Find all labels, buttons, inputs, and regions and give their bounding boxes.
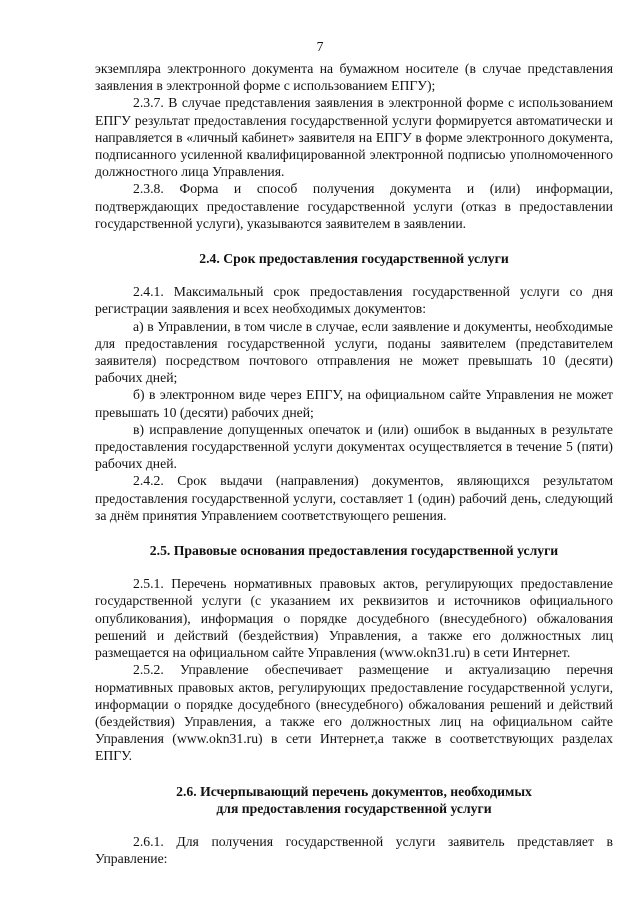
paragraph: 2.6.1. Для получения государственной услуги заявитель представляет в Управление: <box>95 833 613 867</box>
paragraph: 2.5.1. Перечень нормативных правовых актов, регулирующих предоставление государственной услуги (с указанием их реквизитов и источников официального опубликования), информация о порядке досудебного (внесудебного) обжалования решений и действий (бездействия) Управления, а также его должностных лиц размещается на официальном сайте Управления (www.okn31.ru) в сети Интернет. <box>95 576 613 661</box>
section-heading <box>95 783 613 817</box>
paragraph: а) в Управлении, в том числе в случае, если заявление и документы, необходимые для предоставления государственной услуги, поданы заявителем (представителем заявителя) посредством почтового отправления не может превышать 10 (десяти) рабочих дней; <box>95 318 613 386</box>
section-heading <box>95 542 613 559</box>
paragraph: 2.4.1. Максимальный срок предоставления государственной услуги со дня регистрации заявления и всех необходимых документов: <box>95 284 613 317</box>
section-heading-line: 2.5. Правовые основания предоставления государственной услуги <box>149 543 559 559</box>
paragraph: 2.3.8. Форма и способ получения документа и (или) информации, подтверждающих предоставление государственной услуги (отказ в предоставлении государственной услуги), указываются заявителем в заявлении. <box>95 181 613 231</box>
paragraph: 2.3.7. В случае представления заявления в электронной форме с использованием ЕПГУ результат предоставления государственной услуги формируется автоматически и направляется в «личный кабинет» заявителя на ЕПГУ в форме электронного документа, подписанного усиленной квалифицированной электронной подписью уполномоченного должностного лица Управления. <box>95 95 613 180</box>
paragraph: 2.4.2. Срок выдачи (направления) документов, являющихся результатом предоставления государственной услуги, составляет 1 (один) рабочий день, следующий за днём принятия Управлением соответствующего решения. <box>95 473 613 523</box>
section-heading-line: 2.6. Исчерпывающий перечень документов, необходимых <box>176 783 532 799</box>
paragraph: б) в электронном виде через ЕПГУ, на официальном сайте Управления не может превышать 10 (десяти) рабочих дней; <box>95 387 613 420</box>
section-heading-line: 2.4. Срок предоставления государственной услуги <box>199 251 509 267</box>
paragraph: экземпляра электронного документа на бумажном носителе (в случае представления заявления в электронной форме с использованием ЕПГУ); <box>95 61 613 94</box>
page-body <box>95 60 613 867</box>
paragraph: 2.5.2. Управление обеспечивает размещение и актуализацию перечня нормативных правовых актов, регулирующих предоставление государственной услуги, информации о порядке досудебного (внесудебного) обжалования решений и действий (бездействия) Управления, а также его должностных лиц на официальном сайте Управления (www.okn31.ru) в сети Интернет,а также в соответствующих разделах ЕПГУ. <box>95 662 613 764</box>
section-heading-line: для предоставления государственной услуги <box>216 800 492 816</box>
paragraph: в) исправление допущенных опечаток и (или) ошибок в выданных в результате предоставления государственной услуги документах осуществляется в течение 5 (пяти) рабочих дней. <box>95 421 613 472</box>
section-heading <box>95 250 613 267</box>
page-number: 7 <box>316 39 324 54</box>
